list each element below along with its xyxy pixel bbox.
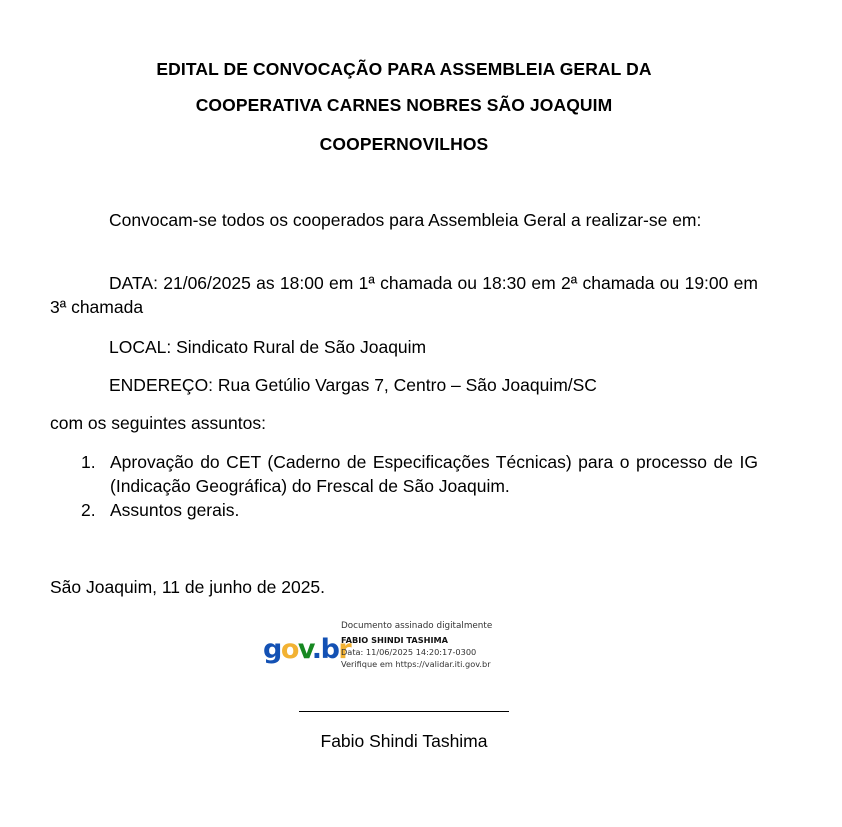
signature-name: FABIO SHINDI TASHIMA (341, 635, 448, 645)
agenda-item-number: 1. (81, 452, 96, 472)
signature-line (299, 711, 509, 712)
title-line-3: COOPERNOVILHOS (319, 134, 489, 154)
location-paragraph: LOCAL: Sindicato Rural de São Joaquim (109, 337, 427, 357)
place-date: São Joaquim, 11 de junho de 2025. (50, 577, 326, 597)
agenda-item-number: 2. (81, 500, 96, 520)
date-paragraph: DATA: 21/06/2025 as 18:00 em 1ª chamada ou 18:30 em 2ª chamada ou 19:00 em 3ª chamada (50, 273, 758, 317)
agenda-item (50, 450, 758, 498)
digital-signature-stamp (263, 620, 523, 680)
signer-name: Fabio Shindi Tashima (320, 731, 488, 751)
address-paragraph: ENDEREÇO: Rua Getúlio Vargas 7, Centro – São Joaquim/SC (109, 375, 597, 395)
title-line-1: EDITAL DE CONVOCAÇÃO PARA ASSEMBLEIA GERAL DA (156, 59, 652, 79)
signature-header: Documento assinado digitalmente (341, 621, 493, 631)
signature-details (341, 620, 492, 670)
subjects-intro: com os seguintes assuntos: (50, 413, 266, 433)
agenda-item-text: Assuntos gerais. (110, 500, 240, 520)
title-line-2: COOPERATIVA CARNES NOBRES SÃO JOAQUIM (195, 95, 613, 115)
agenda-list (50, 450, 758, 522)
agenda-item-text: Aprovação do CET (Caderno de Especificações Técnicas) para o processo de IG (Indicação Geográfica) do Frescal de São Joaquim. (110, 452, 758, 496)
signature-verify-link[interactable]: Verifique em https://validar.iti.gov.br (341, 659, 491, 669)
agenda-item (50, 498, 758, 522)
signature-date: Data: 11/06/2025 14:20:17-0300 (341, 647, 477, 657)
intro-paragraph: Convocam-se todos os cooperados para Assembleia Geral a realizar-se em: (109, 210, 702, 230)
govbr-logo: gov.br (263, 634, 351, 665)
